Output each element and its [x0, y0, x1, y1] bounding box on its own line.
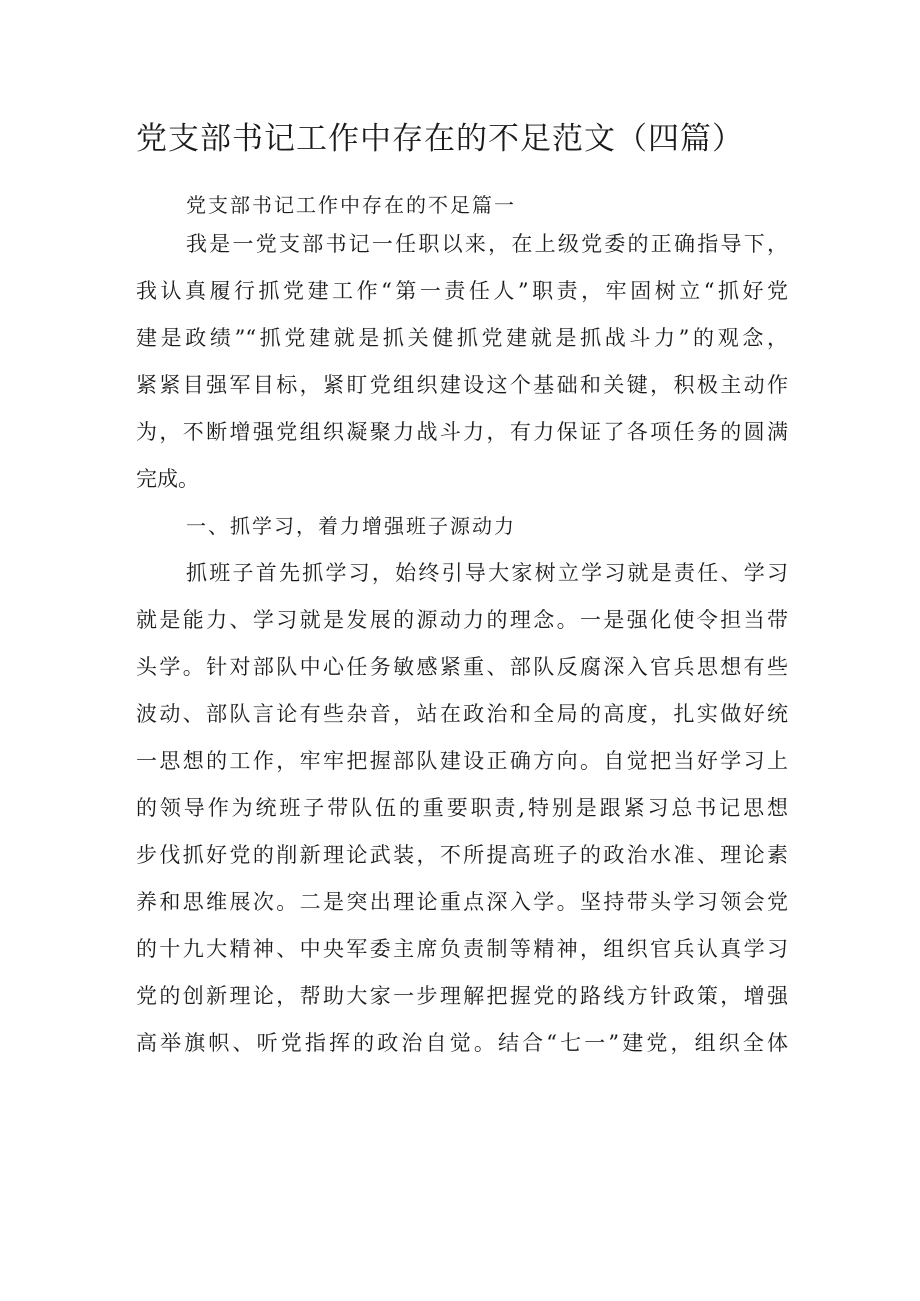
section-heading: 一、抓学习，着力增强班子源动力 — [186, 514, 516, 538]
paragraph-line: 就是能力、学习就是发展的源动力的理念。一是强化使令担当带 — [136, 608, 788, 632]
paragraph-line: 波动、部队言论有些杂音，站在政治和全局的高度，扎实做好统 — [136, 702, 788, 726]
paragraph-line: 抓班子首先抓学习，始终引导大家树立学习就是责任、学习 — [186, 561, 788, 585]
paragraph-line: 建是政绩”“抓党建就是抓关健抓党建就是抓战斗力”的观念， — [136, 326, 788, 350]
paragraph-line: 党的创新理论，帮助大家一步理解把握党的路线方针政策，增强 — [136, 984, 788, 1008]
document-title: 党支部书记工作中存在的不足范文（四篇） — [136, 121, 744, 157]
paragraph-line: 为，不断增强党组织凝聚力战斗力，有力保证了各项任务的圆满 — [136, 420, 788, 444]
section-subtitle: 党支部书记工作中存在的不足篇一 — [186, 193, 516, 217]
paragraph-line: 完成。 — [136, 467, 199, 491]
paragraph-line: 我是一党支部书记一任职以来，在上级党委的正确指导下， — [186, 232, 788, 256]
paragraph-line: 头学。针对部队中心任务敏感紧重、部队反腐深入官兵思想有些 — [136, 655, 788, 679]
paragraph-line: 高举旗帜、听党指挥的政治自觉。结合“七一”建党，组织全体 — [136, 1031, 788, 1055]
paragraph-line: 的领导作为统班子带队伍的重要职责,特别是跟紧习总书记思想 — [136, 796, 788, 820]
paragraph-line: 一思想的工作，牢牢把握部队建设正确方向。自觉把当好学习上 — [136, 749, 788, 773]
paragraph-line: 紧紧目强军目标，紧盯党组织建设这个基础和关键，积极主动作 — [136, 373, 788, 397]
paragraph-line: 步伐抓好党的削新理论武装，不所提高班子的政治水准、理论素 — [136, 843, 788, 867]
paragraph-line: 养和思维展次。二是突出理论重点深入学。坚持带头学习领会党 — [136, 890, 788, 914]
paragraph-line: 的十九大精神、中央军委主席负责制等精神，组织官兵认真学习 — [136, 937, 788, 961]
paragraph-line: 我认真履行抓党建工作“第一责任人”职责，牢固树立“抓好党 — [136, 279, 788, 303]
